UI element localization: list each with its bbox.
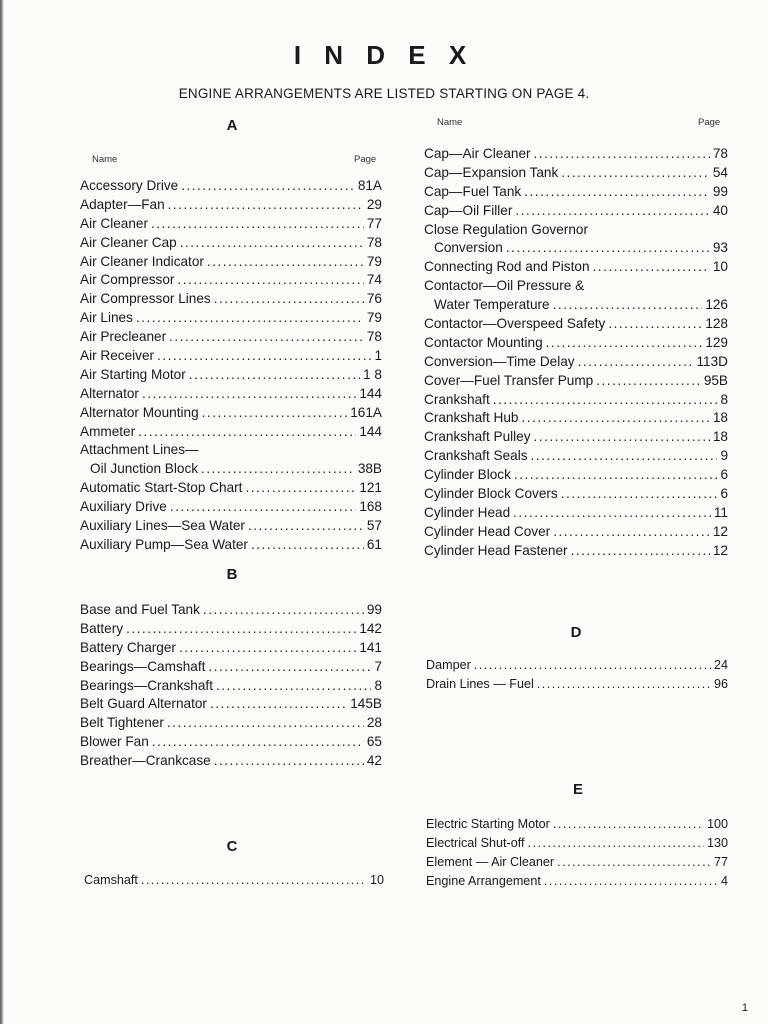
entry-name: Alternator Mounting: [80, 404, 199, 420]
entry-page: 6: [720, 486, 728, 502]
entry-page: 126: [705, 297, 728, 313]
section-a-list: [80, 177, 382, 555]
index-entry: [424, 485, 728, 504]
dot-leader: [493, 391, 718, 410]
index-entry: [80, 366, 382, 385]
index-entry: [80, 290, 382, 309]
entry-page: 1: [374, 348, 382, 364]
entry-name: Cover—Fuel Transfer Pump: [424, 372, 594, 388]
entry-page: 128: [705, 316, 728, 332]
entry-name: Contactor—Overspeed Safety: [424, 316, 606, 332]
entry-name: Bearings—Crankshaft: [80, 677, 213, 693]
dot-leader: [578, 353, 694, 372]
dot-leader: [214, 290, 364, 309]
entry-name: Automatic Start-Stop Chart: [80, 480, 243, 496]
entry-name: Contactor Mounting: [424, 334, 543, 350]
index-entry: [426, 675, 728, 694]
entry-page: 11: [713, 504, 728, 520]
entry-page: 29: [366, 196, 382, 212]
entry-page: 40: [712, 202, 728, 218]
dot-leader: [203, 601, 364, 620]
entry-name: Contactor—Oil Pressure &: [424, 278, 585, 294]
dot-leader: [152, 733, 364, 752]
entry-name: Connecting Rod and Piston: [424, 259, 590, 275]
entry-page: 99: [712, 183, 728, 199]
entry-page: 78: [366, 329, 382, 345]
entry-name: Crankshaft Pulley: [424, 429, 531, 445]
entry-name: Electrical Shut-off: [426, 835, 525, 850]
index-entry: [424, 523, 728, 542]
dot-leader: [214, 752, 364, 771]
index-entry: [80, 347, 382, 366]
entry-name: Cap—Fuel Tank: [424, 183, 522, 199]
entry-name: Belt Tightener: [80, 715, 164, 731]
right-page-header: Page: [698, 117, 721, 128]
dot-leader: [189, 366, 360, 385]
index-entry: [80, 404, 382, 423]
entry-name: Ammeter: [80, 423, 136, 439]
index-entry: [424, 447, 728, 466]
entry-name: Drain Lines — Fuel: [426, 676, 534, 691]
entry-name: Air Compressor Lines: [80, 291, 211, 307]
entry-name: Cap—Oil Filler: [424, 202, 513, 218]
index-entry: [80, 620, 382, 639]
index-entry: [424, 466, 728, 485]
index-entry: [424, 183, 728, 202]
dot-leader: [506, 239, 710, 258]
dot-leader: [248, 517, 364, 536]
entry-page: 142: [359, 620, 382, 636]
entry-page: 57: [366, 518, 382, 534]
entry-name: Base and Fuel Tank: [80, 602, 200, 617]
page-subtitle: ENGINE ARRANGEMENTS ARE LISTED STARTING ON PAGE 4.: [178, 86, 590, 101]
index-entry: [424, 239, 728, 258]
entry-name: Accessory Drive: [80, 178, 179, 193]
entry-name: Cylinder Block: [424, 467, 511, 483]
index-entry: [426, 815, 728, 834]
dot-leader: [534, 145, 710, 164]
index-entry: [424, 315, 728, 334]
entry-name: Belt Guard Alternator: [80, 696, 207, 712]
entry-page: 141: [359, 639, 382, 655]
section-letter-b: B: [226, 566, 238, 583]
entry-page: 79: [366, 310, 382, 326]
entry-name: Air Cleaner: [80, 215, 148, 231]
dot-leader: [201, 460, 355, 479]
index-entry: [424, 428, 728, 447]
entry-page: 18: [712, 429, 728, 445]
dot-leader: [136, 309, 364, 328]
dot-leader: [251, 536, 364, 555]
entry-page: 79: [366, 253, 382, 269]
entry-page: 130: [706, 835, 728, 850]
entry-page: 100: [706, 817, 728, 831]
entry-name: Auxiliary Drive: [80, 499, 167, 515]
dot-leader: [553, 296, 703, 315]
entry-page: 77: [713, 854, 728, 869]
entry-name: Cylinder Head Fastener: [424, 542, 568, 558]
entry-page: 12: [712, 542, 728, 558]
section-b-list: [80, 601, 382, 771]
entry-page: 76: [366, 291, 382, 307]
dot-leader: [593, 258, 710, 277]
index-entry: [80, 328, 382, 347]
entry-page: 144: [359, 423, 382, 439]
index-entry: [424, 334, 728, 353]
entry-name: Cap—Air Cleaner: [424, 146, 531, 161]
entry-page: 78: [366, 234, 382, 250]
dot-leader: [170, 498, 356, 517]
entry-page: 10: [712, 259, 728, 275]
entry-page: 28: [366, 715, 382, 731]
index-entry: [80, 309, 382, 328]
entry-page: 161A: [350, 404, 382, 420]
entry-name: Air Cleaner Indicator: [80, 253, 204, 269]
dot-leader: [157, 347, 371, 366]
entry-page: 18: [712, 410, 728, 426]
entry-page: 121: [359, 480, 382, 496]
entry-page: 12: [712, 523, 728, 539]
left-page-header: Page: [354, 154, 377, 165]
index-entry: [80, 536, 382, 555]
entry-page: 7: [374, 658, 382, 674]
page-edge: [0, 0, 4, 1024]
section-letter-d: D: [570, 624, 582, 641]
entry-name: Breather—Crankcase: [80, 753, 211, 769]
section-letter-a: A: [226, 117, 238, 134]
dot-leader: [561, 485, 718, 504]
entry-page: 77: [366, 215, 382, 231]
entry-page: 38B: [357, 461, 382, 477]
entry-name: Adapter—Fan: [80, 196, 165, 212]
entry-name: Battery: [80, 620, 124, 636]
entry-page: 1 8: [363, 366, 382, 382]
index-entry: [424, 258, 728, 277]
entry-name: Air Precleaner: [80, 329, 167, 345]
index-entry: [424, 542, 728, 561]
entry-page: 113D: [696, 353, 728, 369]
index-entry: [80, 601, 382, 620]
index-entry: [80, 752, 382, 771]
dot-leader: [216, 677, 371, 696]
entry-name: Crankshaft Hub: [424, 410, 519, 426]
index-entry: [80, 733, 382, 752]
entry-name: Engine Arrangement: [426, 873, 541, 888]
dot-leader: [527, 834, 704, 853]
entry-name: Crankshaft: [424, 391, 490, 407]
index-entry: [426, 656, 728, 675]
dot-leader: [544, 872, 718, 891]
dot-leader: [546, 334, 703, 353]
entry-name: Camshaft: [84, 873, 138, 887]
dot-leader: [524, 183, 710, 202]
index-entry: [424, 504, 728, 523]
dot-leader: [210, 695, 347, 714]
dot-leader: [608, 315, 702, 334]
entry-page: 4: [720, 873, 728, 888]
index-entry: [80, 215, 382, 234]
dot-leader: [177, 271, 363, 290]
section-c-left-list: [84, 871, 384, 890]
section-c-right-list: [424, 145, 728, 561]
index-entry: [424, 391, 728, 410]
index-entry: [426, 853, 728, 872]
dot-leader: [245, 479, 356, 498]
dot-leader: [513, 504, 711, 523]
dot-leader: [561, 164, 710, 183]
index-entry: [80, 385, 382, 404]
entry-page: 61: [366, 536, 382, 552]
dot-leader: [553, 523, 710, 542]
entry-name: Damper: [426, 658, 471, 672]
entry-page: 10: [369, 873, 384, 887]
index-entry: [80, 196, 382, 215]
index-entry: [424, 372, 728, 391]
dot-leader: [142, 385, 356, 404]
entry-name: Conversion: [434, 240, 503, 256]
dot-leader: [126, 620, 356, 639]
dot-leader: [515, 202, 710, 221]
entry-name: Bearings—Camshaft: [80, 658, 206, 674]
entry-name: Auxiliary Pump—Sea Water: [80, 536, 248, 552]
entry-name: Crankshaft Seals: [424, 448, 528, 464]
index-entry: [80, 695, 382, 714]
dot-leader: [557, 853, 711, 872]
entry-name: Battery Charger: [80, 639, 176, 655]
entry-name: Oil Junction Block: [90, 461, 199, 477]
dot-leader: [169, 328, 364, 347]
dot-leader: [207, 253, 364, 272]
entry-page: 129: [705, 334, 728, 350]
index-entry: [426, 834, 728, 853]
left-name-header: Name: [92, 154, 118, 165]
index-entry: [424, 221, 728, 240]
index-entry: [424, 409, 728, 428]
index-entry: [80, 441, 382, 460]
section-d-list: [426, 656, 728, 694]
dot-leader: [138, 423, 356, 442]
entry-page: 9: [720, 448, 728, 464]
entry-name: Cylinder Head Cover: [424, 523, 551, 539]
index-entry: [424, 296, 728, 315]
index-entry: [426, 872, 728, 891]
index-entry: [80, 658, 382, 677]
entry-name: Air Lines: [80, 310, 133, 326]
entry-name: Conversion—Time Delay: [424, 353, 575, 369]
entry-page: 145B: [350, 696, 382, 712]
dot-leader: [553, 815, 704, 834]
entry-page: 24: [713, 658, 728, 672]
entry-page: 95B: [703, 372, 728, 388]
entry-name: Cylinder Block Covers: [424, 486, 558, 502]
entry-name: Water Temperature: [434, 297, 550, 313]
entry-name: Close Regulation Governor: [424, 221, 588, 237]
entry-name: Air Receiver: [80, 348, 155, 364]
index-entry: [80, 234, 382, 253]
entry-name: Attachment Lines—: [80, 442, 199, 458]
entry-page: 8: [374, 677, 382, 693]
entry-page: 81A: [357, 178, 382, 193]
dot-leader: [141, 871, 367, 890]
dot-leader: [180, 234, 364, 253]
entry-name: Auxiliary Lines—Sea Water: [80, 518, 245, 534]
dot-leader: [474, 656, 711, 675]
index-entry: [80, 498, 382, 517]
index-entry: [424, 277, 728, 296]
entry-name: Electric Starting Motor: [426, 817, 550, 831]
index-entry: [424, 202, 728, 221]
dot-leader: [537, 675, 711, 694]
section-e-list: [426, 815, 728, 891]
dot-leader: [151, 215, 364, 234]
entry-page: 78: [712, 146, 728, 161]
index-entry: [424, 353, 728, 372]
entry-name: Element — Air Cleaner: [426, 854, 555, 869]
entry-page: 54: [712, 164, 728, 180]
index-entry: [80, 177, 382, 196]
entry-page: 93: [712, 240, 728, 256]
index-entry: [84, 871, 384, 890]
index-entry: [80, 639, 382, 658]
entry-page: 8: [720, 391, 728, 407]
entry-name: Air Compressor: [80, 272, 175, 288]
dot-leader: [514, 466, 718, 485]
dot-leader: [168, 196, 364, 215]
dot-leader: [534, 428, 710, 447]
index-entry: [80, 253, 382, 272]
index-entry: [80, 423, 382, 442]
entry-name: Alternator: [80, 385, 139, 401]
entry-page: 65: [366, 734, 382, 750]
index-entry: [424, 164, 728, 183]
entry-page: 168: [359, 499, 382, 515]
entry-name: Air Cleaner Cap: [80, 234, 177, 250]
dot-leader: [181, 177, 355, 196]
entry-page: 99: [366, 602, 382, 617]
right-name-header: Name: [437, 117, 463, 128]
dot-leader: [571, 542, 710, 561]
index-entry: [80, 714, 382, 733]
dot-leader: [521, 409, 709, 428]
index-entry: [424, 145, 728, 164]
page-number: 1: [741, 1002, 748, 1014]
entry-page: 6: [720, 467, 728, 483]
entry-name: Cap—Expansion Tank: [424, 164, 559, 180]
index-entry: [80, 460, 382, 479]
entry-page: 74: [366, 272, 382, 288]
dot-leader: [531, 447, 718, 466]
entry-page: 42: [366, 753, 382, 769]
entry-name: Cylinder Head: [424, 504, 511, 520]
entry-name: Air Starting Motor: [80, 366, 186, 382]
index-entry: [80, 677, 382, 696]
index-entry: [80, 479, 382, 498]
section-letter-c: C: [226, 838, 238, 855]
dot-leader: [179, 639, 356, 658]
entry-page: 96: [713, 676, 728, 691]
index-entry: [80, 517, 382, 536]
entry-page: 144: [359, 385, 382, 401]
dot-leader: [596, 372, 701, 391]
dot-leader: [208, 658, 371, 677]
section-letter-e: E: [572, 781, 583, 798]
dot-leader: [202, 404, 348, 423]
index-entry: [80, 271, 382, 290]
entry-name: Blower Fan: [80, 734, 149, 750]
page-title: I N D E X: [293, 40, 475, 70]
dot-leader: [167, 714, 364, 733]
